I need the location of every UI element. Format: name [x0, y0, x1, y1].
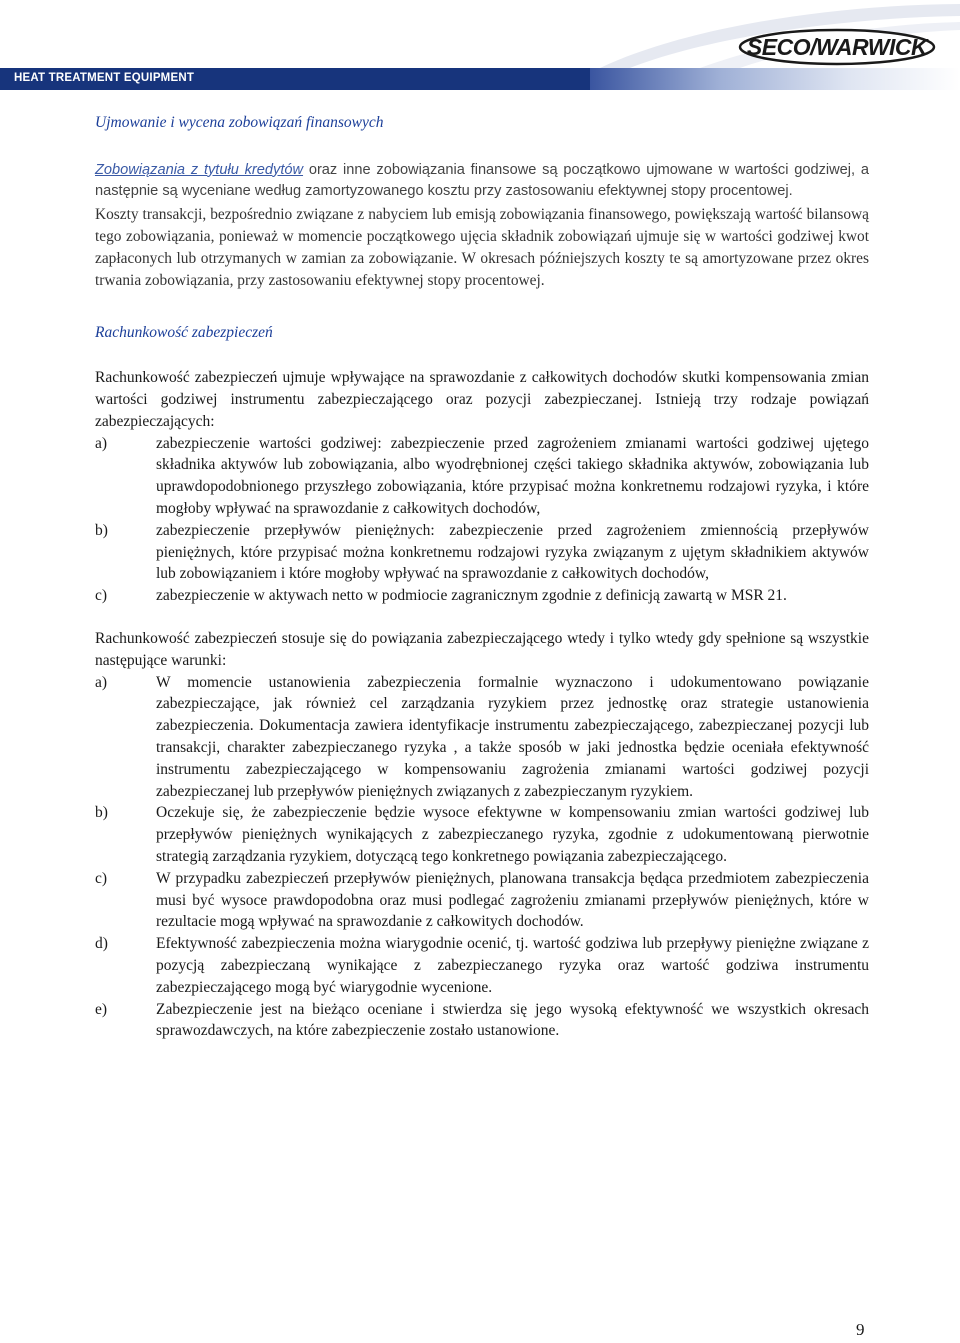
logo-text: SECO/WARWICK — [746, 34, 928, 60]
paragraph-initial-recognition: Zobowiązania z tytułu kredytów oraz inne zobowiązania finansowe są początkowo ujmowane w wartości godziwej, a następnie są wyceniane według zamortyzowanego kosztu przy zastosowaniu efektywnej stopy procentowej. — [95, 161, 869, 199]
section-heading-liabilities: Ujmowanie i wycena zobowiązań finansowych — [95, 114, 384, 131]
list-item: c) zabezpieczenie w aktywach netto w podmiocie zagranicznym zgodnie z definicją zawartą w MSR 21. — [95, 587, 787, 605]
list-item: a) W momencie ustanowienia zabezpieczenia formalnie wyznaczono i udokumentowano powiązanie zabezpieczające, jak również cel zarządzania ryzykiem przez jednostkę oraz strategie ustanowienia zabezpieczenia. Dokumentacja zawiera identyfikacje instrumentu zabezpieczającego, zabezpieczanej pozycji lub transakcji, charakter zabezpieczanego ryzyka , a także sposób w jaki jednostka będzie oceniała efektywność instrumentu zabezpieczającego w kompensowaniu zagrożenia zmianami wartości godziwej pozycji zabezpieczanej lub przepływów pieniężnych związanych z zabezpieczanym ryzykiem. — [95, 673, 869, 800]
header-label: HEAT TREATMENT EQUIPMENT — [14, 72, 195, 84]
hedge-conditions-list — [95, 672, 869, 1043]
page-number: 9 — [856, 1320, 865, 1339]
paragraph-transaction-costs: Koszty transakcji, bezpośrednio związane z nabyciem lub emisją zobowiązania finansowego, powiększają wartość bilansową tego zobowiązania, ponieważ w momencie początkowego ujęcia składnik zobowiązań ujmuje się w wartości godziwej kwot zapłaconych lub otrzymanych w zamian za zobowiązanie. W okresach późniejszych koszty te są amortyzowane przez okres trwania zobowiązania, przy zastosowaniu efektywnej stopy procentowej. — [95, 206, 869, 289]
list-item: e) Zabezpieczenie jest na bieżąco oceniane i stwierdza się jego wysoką efektywność we wszystkich okresach sprawozdawczych, na które zabezpieczenie zostało ustanowione. — [95, 1000, 869, 1040]
credit-liabilities-link[interactable]: Zobowiązania z tytułu kredytów — [95, 161, 304, 178]
paragraph-hedge-intro: Rachunkowość zabezpieczeń ujmuje wpływające na sprawozdanie z całkowitych dochodów skutki kompensowania zmian wartości godziwej instrumentu zabezpieczającego oraz pozycji zabezpieczanej. Istnieją trzy rodzaje powiązań zabezpieczających: — [95, 369, 869, 430]
section-heading-hedge-accounting: Rachunkowość zabezpieczeń — [95, 323, 273, 341]
list-item: a) zabezpieczenie wartości godziwej: zabezpieczenie przed zagrożeniem zmianami wartości godziwej ujętego składnika aktywów lub zobowiązania, albo wyodrębnionej części takiego składnika aktywów, zobowiązania lub uprawdopodobnionego przyszłego zobowiązania, które przypisać można konkretnemu rodzajowi ryzyka, i które mogłoby wpływać na sprawozdanie z całkowitych dochodów, — [95, 434, 869, 517]
list-item: c) W przypadku zabezpieczeń przepływów pieniężnych, planowana transakcja będąca przedmiotem zabezpieczenia musi być wysoce prawdopodobna oraz musi podlegać zagrożeniu zmianami przepływów pieniężnych, które w rezultacie mogą wpływać na sprawozdanie z całkowitych dochodów. — [95, 869, 869, 931]
list-item: d) Efektywność zabezpieczenia można wiarygodnie ocenić, tj. wartość godziwa lub przepływy pieniężne związane z pozycją zabezpieczaną wynikające z zabezpieczanego ryzyka oraz wartość godziwa instrumentu zabezpieczającego mogą być wiarygodnie wycenione. — [95, 935, 869, 996]
paragraph-conditions-intro: Rachunkowość zabezpieczeń stosuje się do powiązania zabezpieczającego wtedy i tylko wtedy gdy spełnione są wszystkie następujące warunki: — [95, 629, 869, 669]
hedge-types-list — [95, 433, 869, 607]
list-item: b) zabezpieczenie przepływów pieniężnych: zabezpieczenie przed zagrożeniem zmiennością przepływów pieniężnych, które przypisać można konkretnemu rodzajowi ryzyka związanym z ujętym składnikiem aktywów lub zobowiązaniem i które mogłoby wpływać na sprawozdanie z całkowitych dochodów, — [95, 521, 869, 583]
list-item: b) Oczekuje się, że zabezpieczenie będzie wysoce efektywne w kompensowaniu zmian wartości godziwej lub przepływów pieniężnych wynikających z zabezpieczanego ryzyka, zgodnie z udokumentowaną pierwotnie strategią zarządzania ryzykiem, dotyczącą tego konkretnego powiązania zabezpieczającego. — [95, 804, 869, 865]
document-body — [95, 112, 869, 1042]
